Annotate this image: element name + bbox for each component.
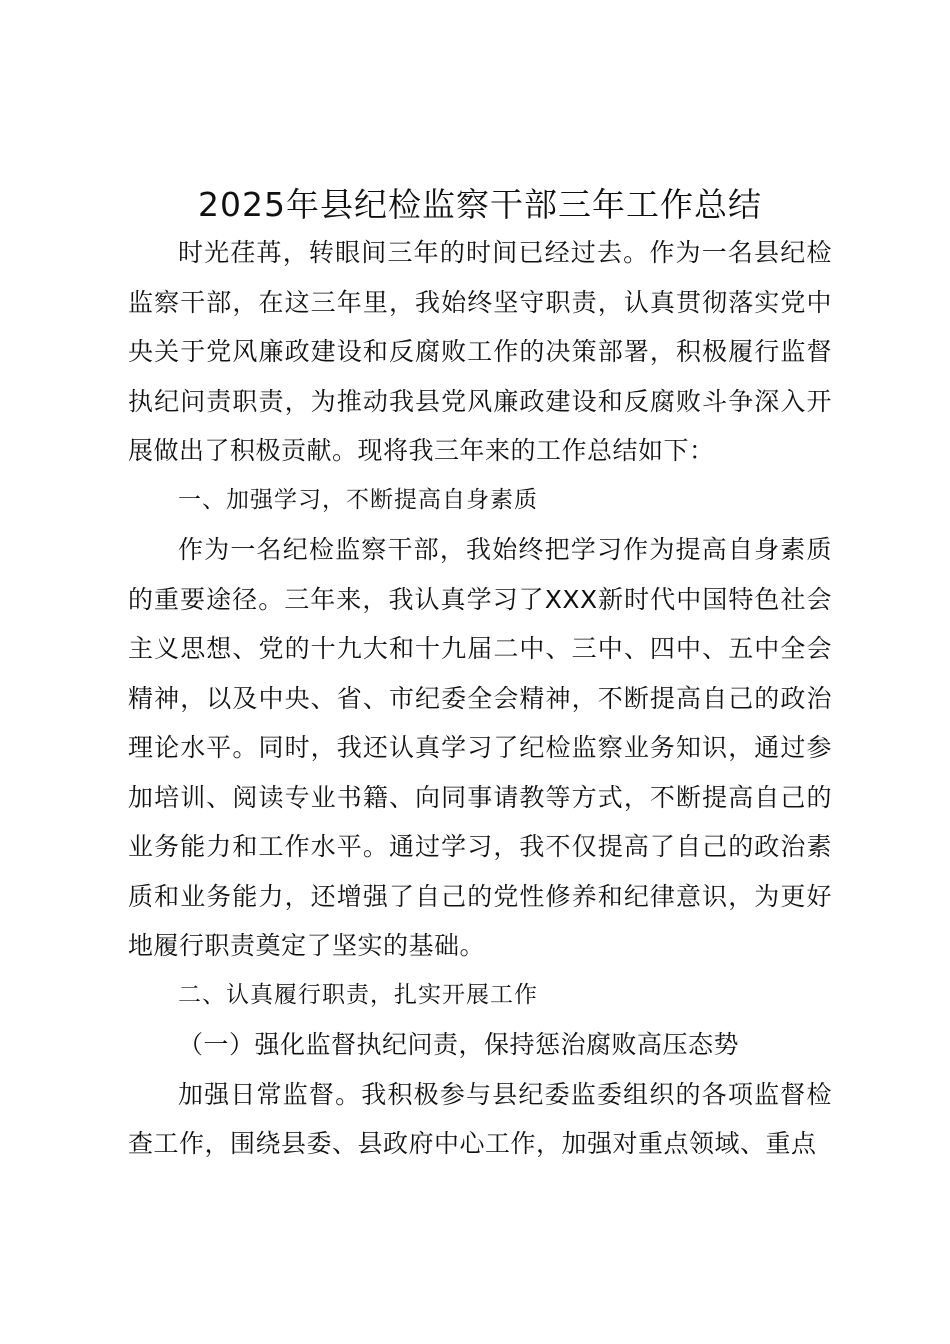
document-body xyxy=(128,182,832,1169)
section-1-paragraph: 作为一名纪检监察干部，我始终把学习作为提高自身素质的重要途径。三年来，我认真学习了XXX新时代中国特色社会主义思想、党的十九大和十九届二中、三中、四中、五中全会精神，以及中央、省、市纪委全会精神，不断提高自己的政治理论水平。同时，我还认真学习了纪检监察业务知识，通过参加培训、阅读专业书籍、向同事请教等方式，不断提高自己的业务能力和工作水平。通过学习，我不仅提高了自己的政治素质和业务能力，还增强了自己的党性修养和纪律意识，为更好地履行职责奠定了坚实的基础。 xyxy=(128,535,832,960)
intro-paragraph: 时光荏苒，转眼间三年的时间已经过去。作为一名县纪检监察干部，在这三年里，我始终坚守职责，认真贯彻落实党中央关于党风廉政建设和反腐败工作的决策部署，积极履行监督执纪问责职责，为推动我县党风廉政建设和反腐败斗争深入开展做出了积极贡献。现将我三年来的工作总结如下： xyxy=(128,238,832,465)
section-heading-2: 二、认真履行职责，扎实开展工作 xyxy=(178,981,538,1008)
subsection-2-1-paragraph: 加强日常监督。我积极参与县纪委监委组织的各项监督检查工作，围绕县委、县政府中心工作，加强对重点领域、重点 xyxy=(128,1079,832,1158)
subsection-heading-2-1: （一）强化监督执纪问责，保持惩治腐败高压态势 xyxy=(178,1030,740,1059)
document-title: 2025年县纪检监察干部三年工作总结 xyxy=(198,185,762,224)
section-heading-1: 一、加强学习，不断提高自身素质 xyxy=(178,486,538,513)
